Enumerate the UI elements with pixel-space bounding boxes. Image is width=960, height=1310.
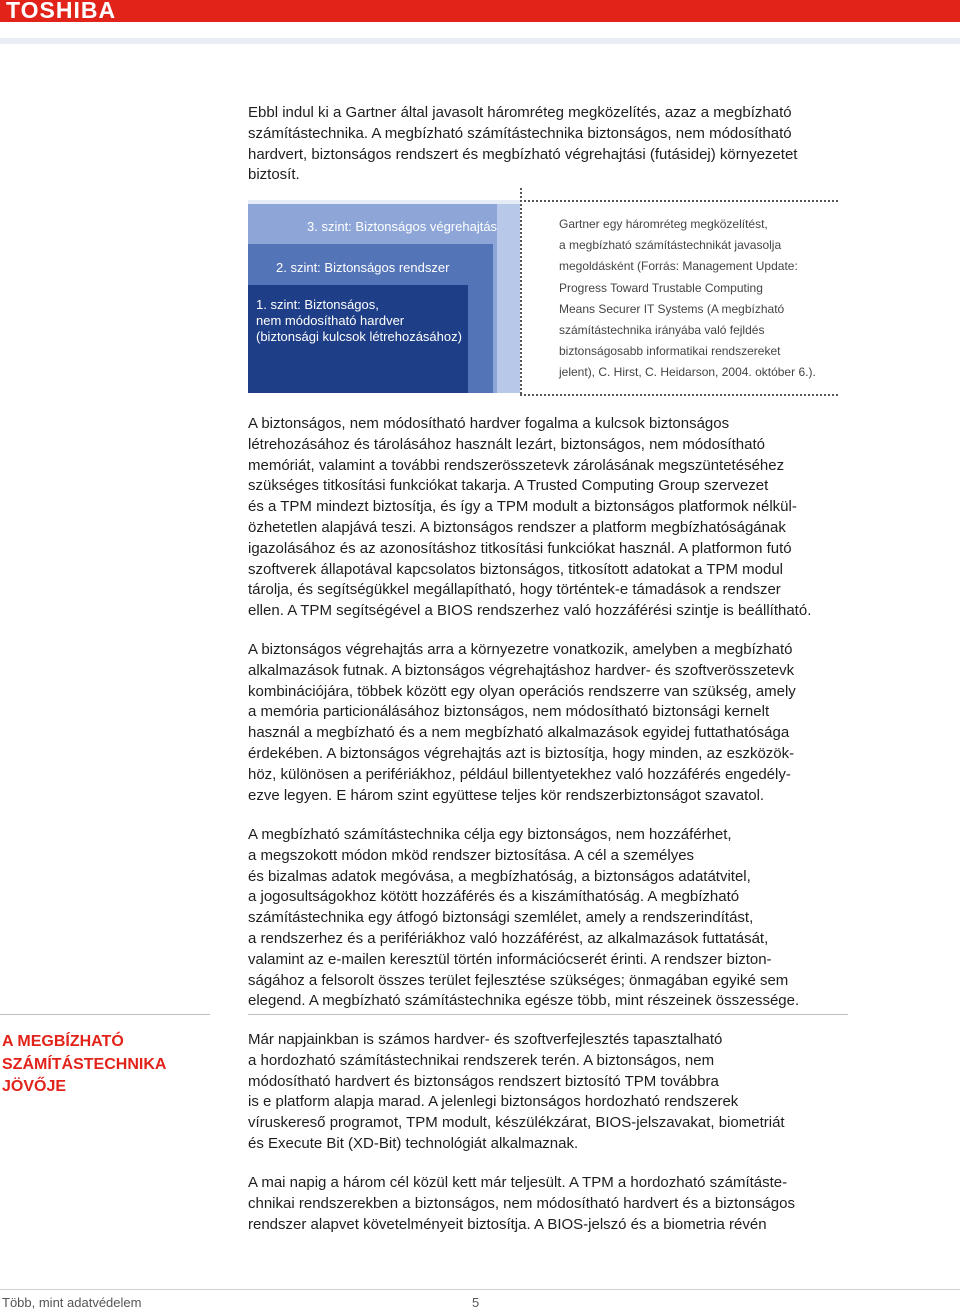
caption-divider — [520, 188, 522, 394]
top-brand-bar — [0, 0, 960, 22]
body-paragraph-2: A biztonságos végrehajtás arra a környezetre vonatkozik, amelyben a megbízható alkalmazások futnak. A biztonságos végrehajtáshoz hardver- és szoftverösszetevk kombinációjára, többek között egy olyan operációs rendszerre van szükség, amely a memória particionálásához biztonságos, nem módosítható biztonsági kernelt használ a megbízható és a nem megbízható alkalmazások egyidej futtathatósága érdekében. A biztonságos végrehajtás azt is biztosítja, hogy minden, az eszközök- höz, különösen a perifériákhoz, például billentyetekhez való hozzáférés engedély- ezve legyen. E három szint együttese teljes kör rendszerbiztonságot szavatol. — [248, 641, 796, 804]
footer-rule — [0, 1289, 960, 1290]
body-paragraph-1: A biztonságos, nem módosítható hardver fogalma a kulcsok biztonságos létrehozásához és tárolásához használt lezárt, biztonságos, nem módosítható memóriát, valamint a további rendszerösszetevk zárolásának megszüntetéséhez szükséges titkosítási funkciókat takarja. A Trusted Computing Group szervezet és a TPM mindezt biztosítja, és így a TPM modult a biztonságos platformok nélkül- özhetetlen alapjává teszi. A biztonságos rendszer a platform megbízhatóságának igazolásához és az azonosításhoz titkosítási funkciókat használ. A platformon futó szoftverek állapotával kapcsolatos biztonságos, titkosított adatokat a TPM modul tárolja, és segítségükkel megállapítható, hogy történtek-e támadások a rendszer ellen. A TPM segítségével a BIOS rendszerhez való hozzáférési szintje is beállítható. — [248, 415, 812, 620]
layer-3-label: 3. szint: Biztonságos végrehajtás — [307, 219, 498, 234]
section-divider-left — [0, 1014, 210, 1015]
header-band — [0, 38, 960, 44]
section-divider-right — [248, 1014, 848, 1015]
body-paragraph-3: A megbízható számítástechnika célja egy biztonságos, nem hozzáférhet, a megszokott módon mköd rendszer biztosítása. A cél a személyes és bizalmas adatok megóvása, a megbízhatóság, a biztonságos adatátvitel, a jogosultságokhoz kötött hozzáférés és a kiszámíthatóság. A megbízható számítástechnika egy átfogó biztonsági szemlélet, amely a rendszerindítást, a rendszerhez és a perifériákhoz való hozzáférést, az alkalmazások futtatását, valamint az e-mailen keresztül történ információcserét érinti. A rendszer bizton- ságához a felsorolt összes terület fejlesztése szükséges; önmagában egyiké sem elegend. A megbízható számítástechnika egésze több, mint részeinek összessége. — [248, 826, 800, 1010]
section-paragraph-1: Már napjainkban is számos hardver- és szoftverfejlesztés tapasztalható a hordozható számítástechnikai rendszerek terén. A biztonságos, nem módosítható hardvert és biztonságos rendszert biztosító TPM továbbra is e platform alapja marad. A jelenlegi biztonságos hordozható rendszerek víruskereső programot, TPM modult, készülékzárat, BIOS-jelszavakat, biometriát és Execute Bit (XD-Bit) technológiát alkalmaznak. — [248, 1031, 785, 1152]
layer-1-label: 1. szint: Biztonságos, nem módosítható hardver (biztonsági kulcsok létrehozásához) — [256, 297, 462, 344]
layer-3-edge — [497, 204, 520, 393]
caption-bottom-rule — [520, 394, 838, 396]
page-number: 5 — [472, 1295, 480, 1310]
caption-top-rule — [520, 200, 838, 202]
footer-title: Több, mint adatvédelem — [2, 1295, 142, 1310]
diagram-caption: Gartner egy háromréteg megközelítést, a megbízható számítástechnikát javasolja megoldásként (Forrás: Management Update: Progress Toward Trustable Computing Means Securer IT Systems (A megbízható számítástechnika irányába való fejldés biztonságosabb informatikai rendszereket jelent), C. Hirst, C. Heidarson, 2004. október 6.). — [559, 217, 816, 380]
section-heading: A MEGBÍZHATÓ SZÁMÍTÁSTECHNIKA JÖVŐJE — [2, 1033, 167, 1095]
intro-paragraph: Ebbl indul ki a Gartner által javasolt háromréteg megközelítés, azaz a megbízható számítástechnika. A megbízható számítástechnika biztonságos, nem módosítható hardvert, biztonságos rendszert és megbízható végrehajtási (futásidej) környezetet biztosít. — [248, 104, 798, 184]
section-paragraph-2: A mai napig a három cél közül kett már teljesült. A TPM a hordozható számítástе- chnikai rendszerekben a biztonságos, nem módosítható hardvert és a biztonságos rendszer alapvet követelményeit biztosítja. A BIOS-jelszó és a biometria révén — [248, 1174, 795, 1233]
layer-2-label: 2. szint: Biztonságos rendszer — [276, 260, 450, 275]
toshiba-logo: TOSHIBA — [6, 0, 117, 23]
